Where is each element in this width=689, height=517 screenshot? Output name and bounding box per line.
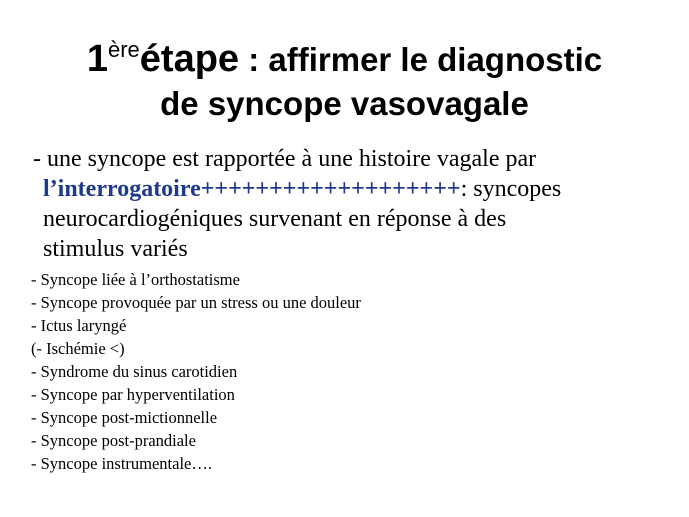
slide-title: [0, 28, 689, 126]
title-superscript: ère: [107, 37, 140, 62]
body-line-2-rest: : syncopes: [460, 176, 562, 202]
list-item: - Syncope provoquée par un stress ou une douleur: [31, 293, 361, 312]
list-item: - Syncope liée à l’orthostatisme: [31, 270, 240, 289]
syncope-type-list: [31, 268, 671, 475]
list-item: - Syndrome du sinus carotidien: [31, 362, 238, 381]
title-line-1: [0, 28, 689, 82]
list-item: - Syncope par hyperventilation: [31, 385, 235, 404]
list-item: - Syncope instrumentale….: [31, 454, 213, 473]
body-line-1: - une syncope est rapportée à une histoire vagale par: [33, 146, 537, 172]
title-etape: étape: [139, 38, 240, 80]
title-line-2: de syncope vasovagale: [160, 85, 529, 122]
body-line-4: stimulus variés: [43, 236, 188, 262]
list-item: - Syncope post-prandiale: [31, 431, 196, 450]
body-line-2: [33, 174, 673, 204]
title-rest: : affirmer le diagnostic: [239, 41, 603, 78]
list-item: - Syncope post-mictionnelle: [31, 408, 218, 427]
list-item: - Ictus laryngé: [31, 316, 127, 335]
title-number: 1: [86, 38, 108, 80]
body-line-3: neurocardiogéniques survenant en réponse à des: [43, 206, 507, 232]
main-paragraph: [33, 144, 673, 264]
body-highlight-interrogatoire: l’interrogatoire+++++++++++++++++++: [43, 176, 461, 202]
list-item: (- Ischémie <): [31, 339, 125, 358]
